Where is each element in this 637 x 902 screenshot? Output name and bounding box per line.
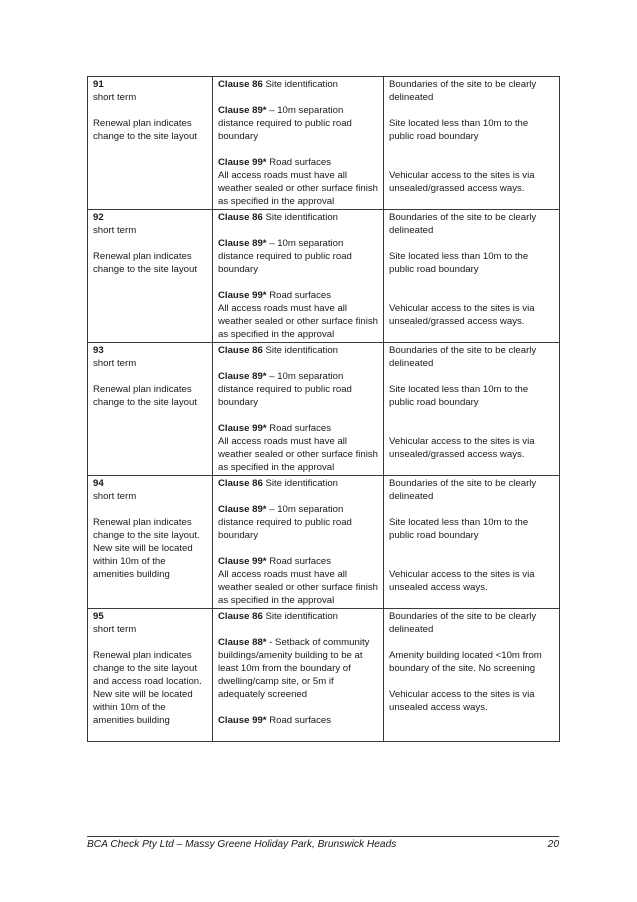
clause-label: Clause 89* [218, 504, 270, 515]
clause-item [218, 344, 379, 357]
finding-cell [384, 476, 560, 609]
table-row [88, 210, 560, 343]
site-cell [88, 343, 213, 476]
clause-title: Road surfaces [269, 157, 332, 168]
finding-cell [384, 77, 560, 210]
finding: Vehicular access to the sites is via unsealed/grassed access ways. [389, 436, 535, 460]
finding: Boundaries of the site to be clearly delineated [389, 79, 537, 103]
table-row [88, 343, 560, 476]
finding-cell [384, 210, 560, 343]
site-description: Renewal plan indicates change to the site layout and access road location. New site will be located within 10m of the amenities building [93, 650, 202, 726]
clause-label: Clause 86 [218, 611, 263, 622]
finding: Site located less than 10m to the public road boundary [389, 384, 529, 408]
clause-item [218, 237, 379, 276]
clause-item [218, 503, 379, 542]
clause-text: – 10m separation distance required to public road boundary [218, 504, 352, 541]
clause-label: Clause 89* [218, 238, 270, 249]
clause-label: Clause 86 [218, 345, 263, 356]
finding: Site located less than 10m to the public road boundary [389, 118, 529, 142]
clause-label: Clause 88* [218, 637, 267, 648]
clause-text: All access roads must have all weather sealed or other surface finish as specified in the approval [218, 303, 378, 340]
site-number: 93 [93, 345, 104, 356]
footer-text: BCA Check Pty Ltd – Massy Greene Holiday Park, Brunswick Heads [87, 839, 397, 850]
clause-cell [213, 210, 384, 343]
finding: Boundaries of the site to be clearly delineated [389, 212, 537, 236]
site-number: 92 [93, 212, 104, 223]
clause-text: Site identification [262, 478, 339, 489]
page-number: 20 [547, 839, 559, 850]
finding: Vehicular access to the sites is via unsealed access ways. [389, 569, 535, 593]
finding: Boundaries of the site to be clearly delineated [389, 611, 537, 635]
term: short term [93, 358, 137, 369]
clause-label: Clause 99* [218, 556, 270, 567]
clause-item [218, 422, 379, 435]
site-description: Renewal plan indicates change to the site layout [93, 251, 198, 275]
clause-item [218, 714, 379, 727]
clause-label: Clause 89* [218, 371, 270, 382]
finding: Boundaries of the site to be clearly delineated [389, 478, 537, 502]
site-number: 91 [93, 79, 104, 90]
clause-cell [213, 609, 384, 742]
clause-text: Site identification [262, 212, 339, 223]
site-cell [88, 609, 213, 742]
finding: Site located less than 10m to the public road boundary [389, 251, 529, 275]
clause-label: Clause 99* [218, 423, 270, 434]
term: short term [93, 92, 137, 103]
clause-cell [213, 343, 384, 476]
clause-item [218, 636, 379, 701]
clauses-table [87, 76, 560, 742]
clause-text: Site identification [262, 79, 339, 90]
clause-title: Road surfaces [269, 423, 332, 434]
clause-text: – 10m separation distance required to public road boundary [218, 371, 352, 408]
clause-item [218, 370, 379, 409]
site-description: Renewal plan indicates change to the site layout [93, 384, 198, 408]
clause-cell [213, 476, 384, 609]
table-row [88, 609, 560, 742]
clause-item [218, 78, 379, 91]
term: short term [93, 624, 137, 635]
site-cell [88, 210, 213, 343]
site-cell [88, 77, 213, 210]
clause-title: Road surfaces [269, 715, 332, 726]
finding-cell [384, 609, 560, 742]
site-description: Renewal plan indicates change to the site layout [93, 118, 198, 142]
clause-label: Clause 99* [218, 290, 270, 301]
finding: Boundaries of the site to be clearly delineated [389, 345, 537, 369]
finding: Vehicular access to the sites is via unsealed access ways. [389, 689, 535, 713]
term: short term [93, 491, 137, 502]
clause-title: Road surfaces [269, 290, 332, 301]
clause-text: All access roads must have all weather sealed or other surface finish as specified in the approval [218, 170, 378, 207]
clause-item [218, 104, 379, 143]
site-number: 95 [93, 611, 104, 622]
clause-item [218, 610, 379, 623]
footer-rule [87, 836, 559, 837]
finding: Site located less than 10m to the public road boundary [389, 517, 529, 541]
clause-label: Clause 86 [218, 212, 263, 223]
table-row [88, 77, 560, 210]
finding: Amenity building located <10m from boundary of the site. No screening [389, 650, 542, 674]
finding-cell [384, 343, 560, 476]
clause-item [218, 555, 379, 568]
clause-label: Clause 99* [218, 157, 270, 168]
site-cell [88, 476, 213, 609]
clause-text: All access roads must have all weather sealed or other surface finish as specified in the approval [218, 569, 378, 606]
clause-title: Road surfaces [269, 556, 332, 567]
clause-item [218, 477, 379, 490]
clause-label: Clause 89* [218, 105, 270, 116]
clause-text: – 10m separation distance required to public road boundary [218, 238, 352, 275]
finding: Vehicular access to the sites is via unsealed/grassed access ways. [389, 170, 535, 194]
site-number: 94 [93, 478, 104, 489]
clause-text: Site identification [262, 345, 339, 356]
finding: Vehicular access to the sites is via unsealed/grassed access ways. [389, 303, 535, 327]
table-row [88, 476, 560, 609]
term: short term [93, 225, 137, 236]
clause-item [218, 289, 379, 302]
clause-cell [213, 77, 384, 210]
clause-item [218, 156, 379, 169]
clause-text: Site identification [262, 611, 339, 622]
clause-label: Clause 86 [218, 79, 263, 90]
clause-text: - Setback of community buildings/amenity building to be at least 10m from the boundary of dwelling/camp site, or 5m if adequately screened [218, 637, 370, 700]
clause-label: Clause 99* [218, 715, 270, 726]
clause-text: All access roads must have all weather sealed or other surface finish as specified in the approval [218, 436, 378, 473]
site-description: Renewal plan indicates change to the site layout. New site will be located within 10m of the amenities building [93, 517, 200, 580]
clause-item [218, 211, 379, 224]
clause-text: – 10m separation distance required to public road boundary [218, 105, 352, 142]
clause-label: Clause 86 [218, 478, 263, 489]
